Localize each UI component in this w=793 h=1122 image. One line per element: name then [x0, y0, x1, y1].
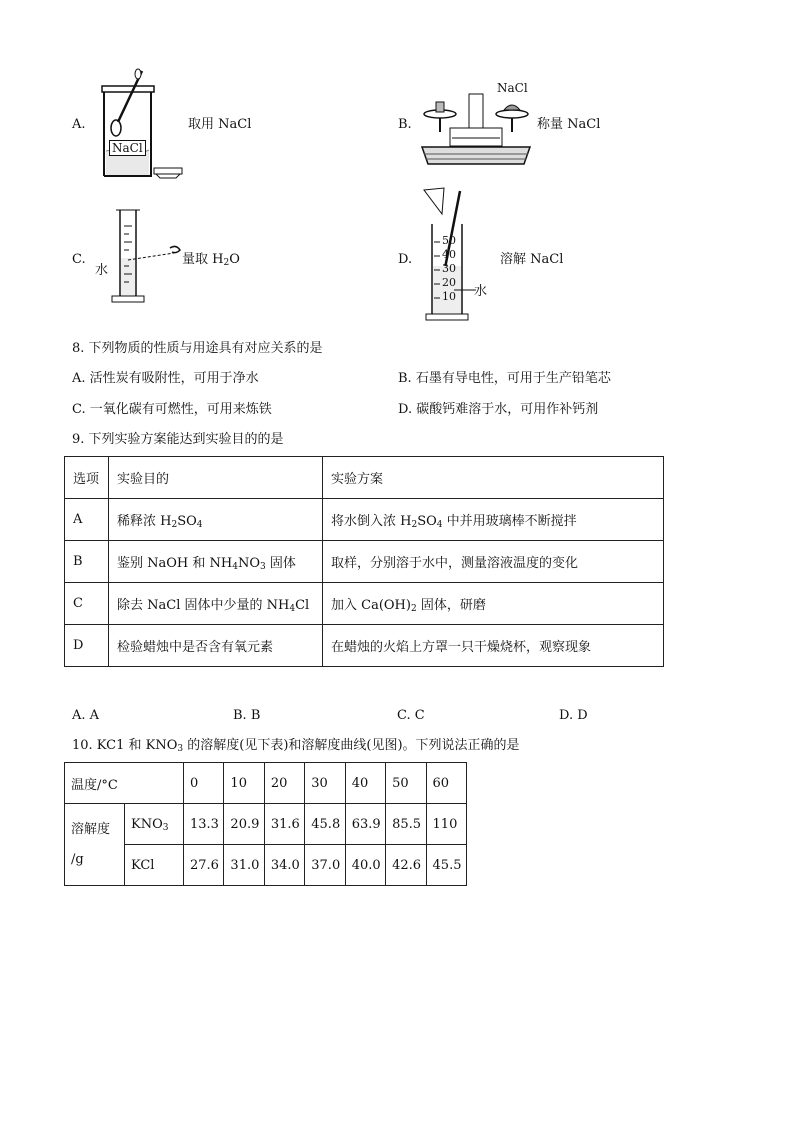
option-b-letter: B. — [398, 117, 412, 132]
row-option: B — [65, 541, 109, 583]
temp-cell: 10 — [224, 763, 264, 804]
balance-scale-illustration — [420, 92, 532, 170]
q8-option-d: D. 碳酸钙难溶于水，可用作补钙剂 — [398, 402, 599, 417]
header-purpose: 实验目的 — [109, 457, 323, 499]
experiment-table — [64, 456, 664, 667]
kcl-value: 45.5 — [426, 845, 466, 886]
answer-option-d: D. D — [559, 708, 588, 723]
option-c-letter: C. — [72, 252, 86, 267]
kno3-value: 110 — [426, 804, 466, 845]
answer-option-c: C. C — [397, 708, 425, 723]
header-option: 选项 — [65, 457, 109, 499]
kcl-value: 37.0 — [305, 845, 345, 886]
kcl-row — [65, 845, 467, 886]
question-10-stem: 10. KC1 和 $KNO_3$ 的溶解度(见下表)和溶解度曲线(见图)。下列说法正确的是 — [72, 738, 520, 754]
table-header-row — [65, 457, 664, 499]
temp-cell: 50 — [386, 763, 426, 804]
kcl-value: 34.0 — [264, 845, 304, 886]
q8-option-b: B. 石墨有导电性，可用于生产铅笔芯 — [398, 371, 611, 386]
jar-label: NaCl — [109, 140, 146, 156]
temperature-label: 温度/°C — [65, 763, 184, 804]
kno3-row — [65, 804, 467, 845]
option-a-letter: A. — [72, 117, 86, 132]
nacl-jar-spoon-illustration — [96, 66, 186, 178]
q8-option-a: A. 活性炭有吸附性，可用于净水 — [72, 371, 259, 386]
row-purpose: 稀释浓 $H_2SO_4$ — [109, 499, 323, 541]
graduated-cylinder-reading-illustration — [110, 208, 185, 308]
kcl-value: 40.0 — [345, 845, 385, 886]
row-method: 取样，分别溶于水中，测量溶液温度的变化 — [323, 541, 664, 583]
kno3-value: 45.8 — [305, 804, 345, 845]
temperature-row — [65, 763, 467, 804]
table-row — [65, 583, 664, 625]
tick-label: 40 — [442, 248, 456, 261]
tick-label: 50 — [442, 234, 456, 247]
kno3-value: 20.9 — [224, 804, 264, 845]
q8-option-c: C. 一氧化碳有可燃性，可用来炼铁 — [72, 402, 272, 417]
option-d-caption: 溶解 NaCl — [500, 252, 564, 267]
water-label-d: 水 — [474, 284, 488, 299]
temp-cell: 20 — [264, 763, 304, 804]
row-method: 在蜡烛的火焰上方罩一只干燥烧杯，观察现象 — [323, 625, 664, 667]
option-b-caption: 称量 NaCl — [537, 117, 601, 132]
kno3-label: $KNO_3$ — [125, 804, 184, 845]
kno3-value: 31.6 — [264, 804, 304, 845]
row-option: A — [65, 499, 109, 541]
row-option: D — [65, 625, 109, 667]
tick-label: 30 — [442, 262, 456, 275]
table-row — [65, 499, 664, 541]
temp-cell: 30 — [305, 763, 345, 804]
question-9-stem: 9. 下列实验方案能达到实验目的的是 — [72, 432, 284, 447]
answer-option-a: A. A — [72, 708, 100, 723]
solubility-label: 溶解度 /g — [65, 804, 125, 886]
kcl-value: 42.6 — [386, 845, 426, 886]
kcl-value: 27.6 — [184, 845, 224, 886]
header-method: 实验方案 — [323, 457, 664, 499]
tick-label: 10 — [442, 290, 456, 303]
row-purpose: 检验蜡烛中是否含有氧元素 — [109, 625, 323, 667]
answer-option-b: B. B — [233, 708, 261, 723]
kno3-value: 13.3 — [184, 804, 224, 845]
row-purpose: 除去 NaCl 固体中少量的 $NH_4Cl$ — [109, 583, 323, 625]
row-method: 将水倒入浓 $H_2SO_4$ 中并用玻璃棒不断搅拌 — [323, 499, 664, 541]
option-a-caption: 取用 NaCl — [188, 117, 252, 132]
table-row — [65, 625, 664, 667]
tick-label: 20 — [442, 276, 456, 289]
cylinder-tick-labels — [442, 234, 456, 304]
question-8-stem: 8. 下列物质的性质与用途具有对应关系的是 — [72, 341, 323, 356]
kno3-value: 63.9 — [345, 804, 385, 845]
kcl-label: KCl — [125, 845, 184, 886]
table-row — [65, 541, 664, 583]
temp-cell: 60 — [426, 763, 466, 804]
option-d-letter: D. — [398, 252, 413, 267]
row-option: C — [65, 583, 109, 625]
option-c-caption: 量取 $H_2O$ — [182, 252, 240, 268]
solubility-table — [64, 762, 467, 886]
balance-nacl-label: NaCl — [497, 81, 528, 95]
temp-cell: 0 — [184, 763, 224, 804]
temp-cell: 40 — [345, 763, 385, 804]
water-label-c: 水 — [95, 263, 109, 278]
row-purpose: 鉴别 NaOH 和 $NH_4NO_3$ 固体 — [109, 541, 323, 583]
kcl-value: 31.0 — [224, 845, 264, 886]
row-method: 加入 $Ca(OH)_2$ 固体，研磨 — [323, 583, 664, 625]
kno3-value: 85.5 — [386, 804, 426, 845]
